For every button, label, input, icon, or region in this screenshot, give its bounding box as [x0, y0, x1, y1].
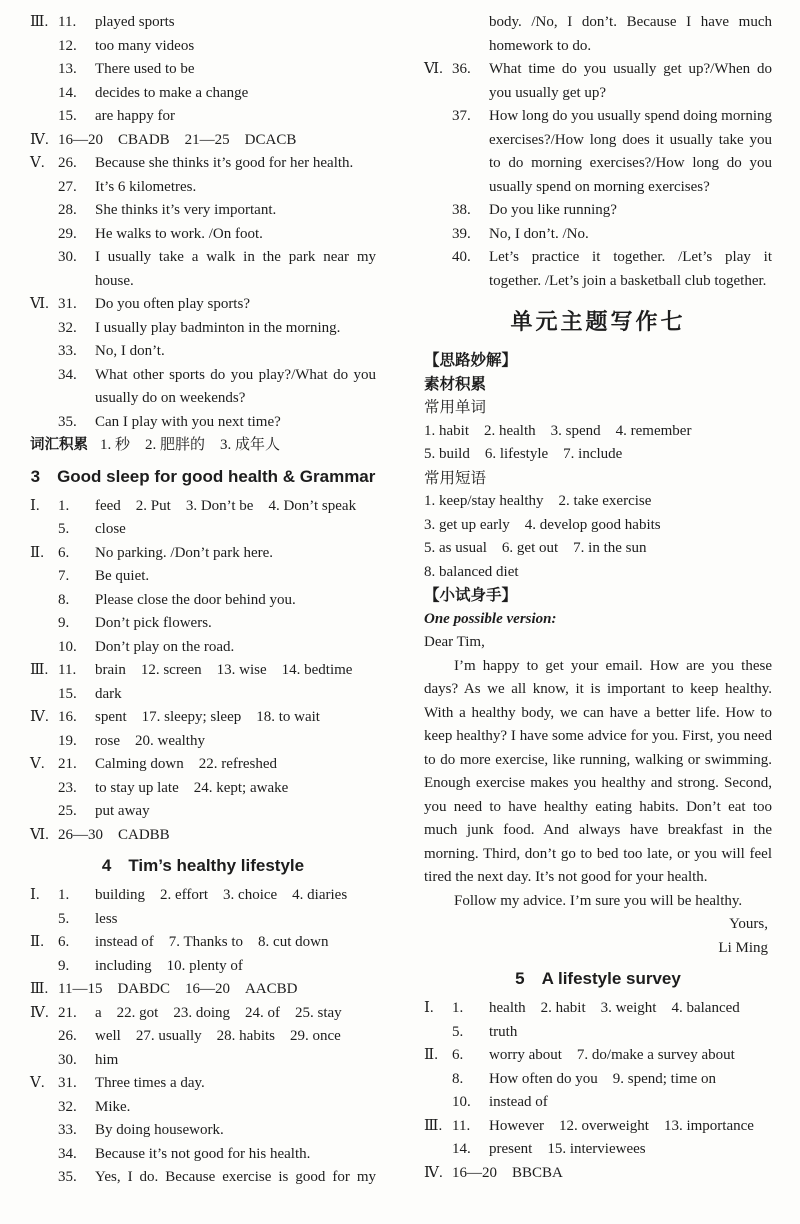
answer-text: Please close the door behind you. [95, 591, 296, 608]
answer-text: Do you often play sports? [95, 296, 250, 312]
item-number: 10. [452, 1094, 471, 1110]
answer-row [30, 636, 376, 660]
list-line: 1. habit 2. health 3. spend 4. remember [424, 422, 692, 439]
answer-text: Let’s practice it together. /Let’s play it together. /Let’s join a basketball club together. [489, 249, 772, 289]
unit-writing-heading: 单元主题写作七 [510, 309, 686, 334]
answer-row [30, 1119, 376, 1143]
roman-numeral-label: Ⅲ. [30, 662, 49, 678]
answer-text: How often do you 9. spend; time on [489, 1070, 717, 1087]
answer-text: him [95, 1051, 119, 1068]
answer-row [424, 105, 772, 199]
item-number: 5. [58, 910, 70, 927]
section-heading: 4 Tim’s healthy lifestyle [101, 856, 305, 875]
answer-row [424, 1068, 772, 1092]
cn-label: 常用单词 [424, 399, 487, 416]
roman-numeral-label: Ⅱ. [30, 934, 44, 950]
item-number: 14. [58, 84, 77, 101]
answer-text: No parking. /Don’t park here. [95, 544, 274, 561]
answer-text: instead of 7. Thanks to 8. cut down [95, 934, 329, 950]
roman-numeral-label: Ⅴ. [30, 756, 45, 772]
answer-row [424, 1044, 772, 1068]
cn-label: 常用短语 [424, 469, 487, 487]
answer-row [30, 1025, 376, 1049]
item-number: 8. [58, 591, 70, 608]
answer-row [30, 777, 376, 801]
answer-text: By doing housework. [95, 1122, 224, 1138]
item-number: 11. [452, 1117, 471, 1134]
answer-text: Because she thinks it’s good for her health. [95, 155, 354, 171]
answer-row [30, 35, 376, 59]
answer-row [30, 152, 376, 176]
list-row [424, 537, 772, 561]
answer-row [30, 908, 376, 932]
item-number: 26. [58, 155, 77, 171]
item-number: 19. [58, 732, 77, 749]
answer-row [30, 223, 376, 247]
item-number: 8. [452, 1070, 464, 1087]
answer-text: feed 2. Put 3. Don’t be 4. Don’t speak [95, 497, 357, 514]
answer-row [30, 824, 376, 848]
answer-text: put away [95, 803, 150, 819]
answer-text: She thinks it’s very important. [95, 202, 277, 218]
item-number: 25. [58, 803, 77, 819]
cn-bold-label: 【小试身手】 [424, 587, 518, 604]
item-number: 38. [452, 202, 471, 218]
answer-row [30, 931, 376, 955]
item-number: 13. [58, 61, 77, 77]
answer-text: How long do you usually spend doing morning exercises?/How long does it usually take you to do morning exercises?/How long do you usually spend on morning exercises? [489, 108, 772, 195]
answer-text: dark [95, 685, 122, 702]
answer-text: decides to make a change [95, 84, 249, 101]
answer-row [30, 105, 376, 129]
item-number: 5. [452, 1023, 464, 1040]
answer-text: Can I play with you next time? [95, 413, 281, 430]
list-line: 1. keep/stay healthy 2. take exercise [424, 493, 652, 509]
answer-row [424, 1115, 772, 1139]
answer-row [30, 1049, 376, 1073]
answer-row [30, 317, 376, 341]
left-column [30, 11, 376, 1224]
letter-paragraph: I’m happy to get your email. How are you these days? As we all know, it is important to keep healthy. With a healthy body, we can have a better life. How to keep healthy? I have some advice for you. First, you need to do more exercise, like running, walking or swimming. Enough exercise makes you healthy and strong. Second, you need to have healthy eating habits. Don’t eat too much junk food. And always have breakfast in the morning. Third, don’t go to bed too late, or you will feel tired the next day. It’s not good for your health. [424, 657, 772, 885]
answer-text: 26—30 CADBB [58, 826, 170, 843]
answer-row [30, 659, 376, 683]
cn-bold-label: 【思路妙解】 [424, 352, 518, 369]
answer-row [30, 58, 376, 82]
vocab-row [30, 434, 376, 458]
item-number: 1. [452, 1000, 464, 1016]
answer-text: including 10. plenty of [95, 957, 243, 974]
answer-row [30, 176, 376, 200]
roman-numeral-label: Ⅵ. [30, 826, 49, 843]
item-number: 33. [58, 343, 77, 359]
answer-row [30, 246, 376, 293]
answer-text: Calming down 22. refreshed [95, 756, 278, 772]
roman-numeral-label: Ⅱ. [30, 544, 44, 561]
item-number: 11. [58, 662, 77, 678]
answer-row [424, 58, 772, 105]
answer-text: less [95, 910, 118, 927]
roman-numeral-label: Ⅴ. [30, 1075, 45, 1091]
roman-numeral-label: Ⅵ. [424, 61, 443, 77]
right-column [424, 11, 772, 1224]
answer-row [30, 518, 376, 542]
answer-row [30, 978, 376, 1002]
continued-answer-text: body. /No, I don’t. Because I have much homework to do. [489, 14, 772, 54]
section-heading: 3 Good sleep for good health & Grammar [30, 466, 376, 486]
vocab-text: 1. 秒 2. 肥胖的 3. 成年人 [100, 437, 281, 453]
item-number: 32. [58, 1098, 77, 1115]
item-number: 1. [58, 887, 70, 903]
roman-numeral-label: Ⅳ. [30, 1004, 49, 1021]
answer-row [30, 589, 376, 613]
answer-row [424, 1021, 772, 1045]
answer-text: Because it’s not good for his health. [95, 1145, 311, 1162]
list-line: Dear Tim, [424, 634, 485, 650]
answer-text: Don’t play on the road. [95, 638, 235, 655]
item-number: 28. [58, 202, 77, 218]
item-number: 30. [58, 1051, 77, 1068]
list-line: 5. as usual 6. get out 7. in the sun [424, 540, 647, 556]
answer-row [30, 1166, 376, 1190]
answer-row [30, 1002, 376, 1026]
roman-numeral-label: Ⅳ. [424, 1164, 443, 1181]
cn-bold-label: 素材积累 [424, 375, 487, 393]
answer-row [30, 340, 376, 364]
answer-row [30, 730, 376, 754]
answer-row [30, 1072, 376, 1096]
answer-row [424, 223, 772, 247]
roman-numeral-label: Ⅱ. [424, 1047, 438, 1063]
answer-row [424, 997, 772, 1021]
answer-text: Yes, I do. Because exercise is good for my [95, 1169, 376, 1185]
roman-numeral-label: Ⅳ. [30, 709, 49, 725]
list-line: 5. build 6. lifestyle 7. include [424, 446, 623, 462]
item-number: 29. [58, 225, 77, 242]
answer-row [424, 199, 772, 223]
roman-numeral-label: Ⅲ. [424, 1117, 443, 1134]
list-row [424, 443, 772, 467]
answer-text: What time do you usually get up?/When do you usually get up? [489, 61, 772, 101]
answer-text: 16—20 BBCBA [452, 1164, 563, 1181]
item-number: 6. [58, 544, 70, 561]
answer-text: Three times a day. [95, 1075, 205, 1091]
answer-row [30, 495, 376, 519]
roman-numeral-label: Ⅰ. [30, 497, 40, 514]
possible-version-label: One possible version: [424, 610, 557, 627]
item-number: 11. [58, 14, 77, 30]
item-number: 16. [58, 709, 77, 725]
item-number: 37. [452, 108, 471, 124]
answer-text: I usually play badminton in the morning. [95, 319, 341, 336]
answer-text: are happy for [95, 108, 175, 124]
answer-row [30, 612, 376, 636]
answer-text: present 15. interviewees [489, 1141, 646, 1157]
answer-text: building 2. effort 3. choice 4. diaries [95, 887, 348, 903]
letter-signature: Yours, [729, 916, 768, 932]
answer-text: brain 12. screen 13. wise 14. bedtime [95, 662, 353, 678]
roman-numeral-label: Ⅲ. [30, 14, 49, 30]
letter-paragraph: Follow my advice. I’m sure you will be healthy. [454, 892, 743, 909]
answer-text: well 27. usually 28. habits 29. once [95, 1028, 341, 1044]
item-number: 27. [58, 178, 77, 195]
answer-row [30, 199, 376, 223]
roman-numeral-label: Ⅰ. [30, 887, 40, 903]
answer-text: He walks to work. /On foot. [95, 225, 263, 242]
item-number: 33. [58, 1122, 77, 1138]
item-number: 10. [58, 638, 77, 655]
item-number: 15. [58, 108, 77, 124]
answer-text: spent 17. sleepy; sleep 18. to wait [95, 709, 320, 725]
answer-text: No, I don’t. [95, 343, 165, 359]
answer-text: close [95, 521, 126, 537]
answer-row [30, 706, 376, 730]
item-number: 36. [452, 61, 471, 77]
item-number: 40. [452, 249, 471, 265]
answer-row [30, 955, 376, 979]
answer-text: 16—20 CBADB 21—25 DCACB [58, 131, 297, 148]
answer-text: truth [489, 1023, 518, 1040]
answer-row [30, 11, 376, 35]
item-number: 21. [58, 756, 77, 772]
answer-text: played sports [95, 14, 175, 30]
section-heading: 5 A lifestyle survey [515, 969, 681, 988]
answer-text: a 22. got 23. doing 24. of 25. stay [95, 1004, 342, 1021]
item-number: 7. [58, 568, 70, 584]
list-row [424, 631, 772, 655]
item-number: 14. [452, 1141, 471, 1157]
answer-row [30, 1096, 376, 1120]
answer-row [30, 1143, 376, 1167]
answer-row [30, 364, 376, 411]
item-number: 35. [58, 413, 77, 430]
item-number: 32. [58, 319, 77, 336]
item-number: 26. [58, 1028, 77, 1044]
roman-numeral-label: Ⅰ. [424, 1000, 434, 1016]
item-number: 31. [58, 1075, 77, 1091]
answer-text: However 12. overweight 13. importance [489, 1117, 754, 1134]
letter-signature: Li Ming [718, 939, 768, 956]
list-row [424, 490, 772, 514]
roman-numeral-label: Ⅴ. [30, 155, 45, 171]
answer-row [424, 1091, 772, 1115]
answer-text: It’s 6 kilometres. [95, 178, 197, 195]
roman-numeral-label: Ⅵ. [30, 296, 49, 312]
item-number: 12. [58, 37, 77, 54]
answer-row [30, 542, 376, 566]
item-number: 23. [58, 779, 77, 796]
item-number: 15. [58, 685, 77, 702]
answer-text: health 2. habit 3. weight 4. balanced [489, 1000, 740, 1016]
roman-numeral-label: Ⅲ. [30, 981, 49, 997]
answer-text: No, I don’t. /No. [489, 225, 589, 242]
answer-text: Be quiet. [95, 568, 150, 584]
item-number: 30. [58, 249, 77, 265]
answer-row [30, 565, 376, 589]
item-number: 39. [452, 225, 471, 242]
answer-row [30, 800, 376, 824]
answer-text: worry about 7. do/make a survey about [489, 1047, 735, 1063]
answer-text: too many videos [95, 37, 195, 54]
list-line: 3. get up early 4. develop good habits [424, 516, 661, 533]
answer-row [30, 411, 376, 435]
answer-text: Mike. [95, 1098, 131, 1115]
answer-text: What other sports do you play?/What do you usually do on weekends? [95, 366, 376, 406]
item-number: 35. [58, 1169, 77, 1185]
item-number: 6. [452, 1047, 464, 1063]
item-number: 34. [58, 1145, 77, 1162]
list-row [424, 514, 772, 538]
answer-text: I usually take a walk in the park near my house. [95, 249, 376, 289]
item-number: 31. [58, 296, 77, 312]
item-number: 5. [58, 521, 70, 537]
list-line: 8. balanced diet [424, 563, 519, 580]
answer-row [30, 129, 376, 153]
answer-row [30, 683, 376, 707]
answer-text: to stay up late 24. kept; awake [95, 779, 289, 796]
item-number: 1. [58, 497, 70, 514]
list-row [424, 561, 772, 585]
item-number: 9. [58, 957, 70, 974]
item-number: 34. [58, 366, 77, 383]
answer-row [424, 1138, 772, 1162]
answer-text: Do you like running? [489, 202, 617, 218]
answer-text: There used to be [95, 61, 195, 77]
answer-row [30, 293, 376, 317]
answer-row [424, 1162, 772, 1186]
item-number: 21. [58, 1004, 77, 1021]
roman-numeral-label: Ⅳ. [30, 131, 49, 148]
answer-row [424, 11, 772, 58]
list-row [424, 420, 772, 444]
answer-text: rose 20. wealthy [95, 732, 205, 749]
vocab-accumulation-label: 词汇积累 [30, 437, 88, 453]
answer-row [424, 246, 772, 293]
answer-text: Don’t pick flowers. [95, 615, 212, 631]
item-number: 6. [58, 934, 70, 950]
answer-row [30, 884, 376, 908]
answer-text: 11—15 DABDC 16—20 AACBD [58, 981, 298, 997]
answer-text: instead of [489, 1094, 548, 1110]
answer-row [30, 753, 376, 777]
item-number: 9. [58, 615, 70, 631]
answer-row [30, 82, 376, 106]
